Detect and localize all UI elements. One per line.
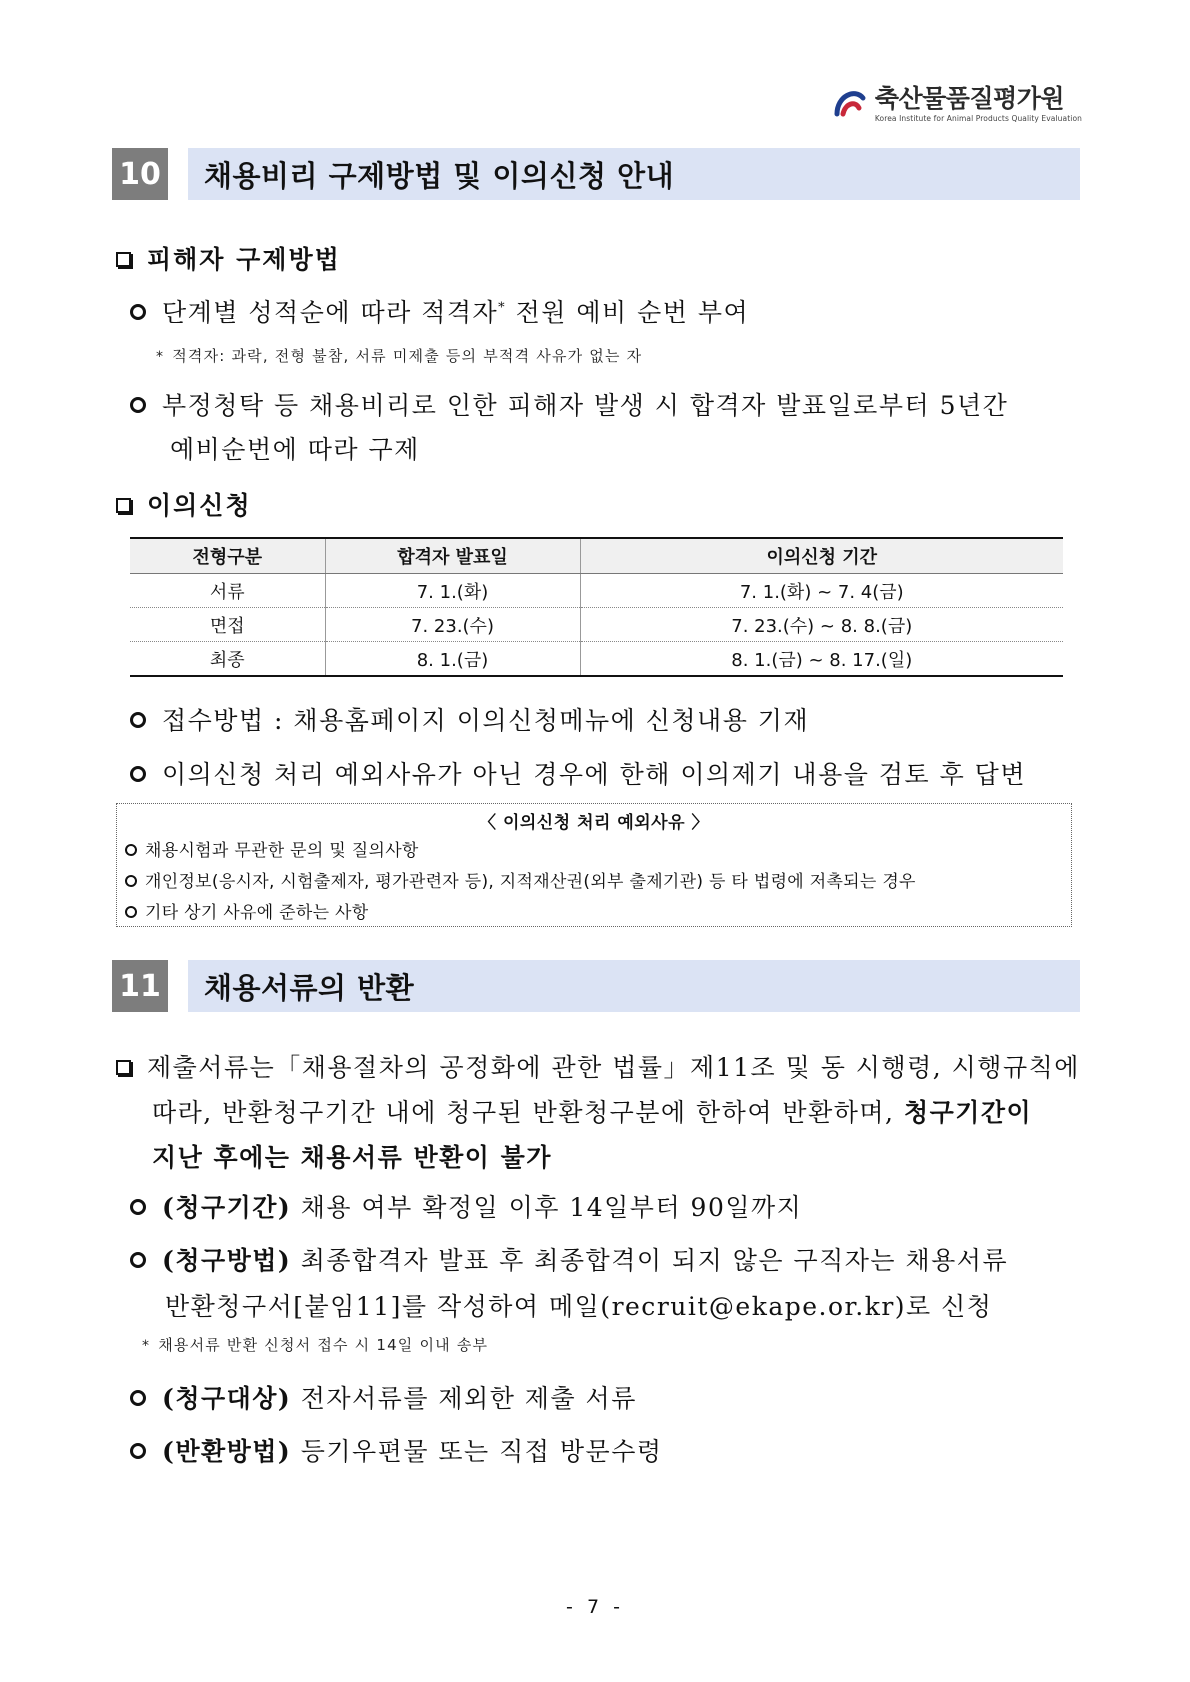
objection-exceptions-box <box>116 803 1072 927</box>
circle-bullet-icon <box>130 397 146 413</box>
table-cell: 7. 1.(화) <box>325 574 580 608</box>
table-cell: 7. 1.(화) ~ 7. 4(금) <box>580 574 1063 608</box>
objection-heading: 이의신청 <box>116 486 252 522</box>
circle-bullet-icon <box>130 712 146 728</box>
table-cell: 최종 <box>130 642 325 677</box>
circle-bullet-icon <box>125 906 137 918</box>
square-bullet-icon <box>116 1060 131 1075</box>
table-cell: 7. 23.(수) <box>325 608 580 642</box>
victim-heading: 피해자 구제방법 <box>116 240 341 276</box>
victim-item-2: 부정청탁 등 채용비리로 인한 피해자 발생 시 합격자 발표일로부터 5년간 <box>130 386 1008 422</box>
section-number: 11 <box>112 960 168 1012</box>
circle-bullet-icon <box>130 1390 146 1406</box>
list-item: 기타 상기 사유에 준하는 사항 <box>125 898 1071 929</box>
asterisk-icon: * <box>142 1338 151 1354</box>
circle-bullet-icon <box>130 766 146 782</box>
circle-bullet-icon <box>125 875 137 887</box>
logo-subtitle: Korea Institute for Animal Products Quality Evaluation <box>874 114 1082 123</box>
square-bullet-icon <box>116 498 131 513</box>
section-number: 10 <box>112 148 168 200</box>
logo-icon <box>833 86 867 120</box>
objection-method: 접수방법 : 채용홈페이지 이의신청메뉴에 신청내용 기재 <box>130 701 809 737</box>
circle-bullet-icon <box>125 844 137 856</box>
table-row <box>130 642 1063 677</box>
victim-item-1: 단계별 성적순에 따라 적격자* 전원 예비 순번 부여 <box>130 293 749 329</box>
table-cell: 면접 <box>130 608 325 642</box>
page-number: - 7 - <box>566 1596 624 1618</box>
table-header: 합격자 발표일 <box>325 538 580 574</box>
table-cell: 7. 23.(수) ~ 8. 8.(금) <box>580 608 1063 642</box>
institute-logo <box>833 84 1082 124</box>
table-row <box>130 574 1063 608</box>
section-10-header <box>112 146 1080 202</box>
victim-item-2-cont: 예비순번에 따라 구제 <box>170 435 420 464</box>
return-intro-bold: 지난 후에는 채용서류 반환이 불가 <box>152 1143 552 1172</box>
circle-bullet-icon <box>130 1199 146 1215</box>
return-target: (청구대상) 전자서류를 제외한 제출 서류 <box>130 1379 637 1415</box>
circle-bullet-icon <box>130 304 146 320</box>
list-item: 채용시험과 무관한 문의 및 질의사항 <box>125 836 1071 867</box>
return-period: (청구기간) 채용 여부 확정일 이후 14일부터 90일까지 <box>130 1188 802 1224</box>
exceptions-title: 〈 이의신청 처리 예외사유 〉 <box>479 813 709 833</box>
logo-name: 축산물품질평가원 <box>874 84 1065 113</box>
asterisk-icon: * <box>156 349 165 365</box>
table-row <box>130 608 1063 642</box>
return-intro: 제출서류는「채용절차의 공정화에 관한 법률」제11조 및 동 시행령, 시행규칙에 <box>116 1048 1080 1084</box>
table-cell: 8. 1.(금) ~ 8. 17.(일) <box>580 642 1063 677</box>
return-method-note: * 채용서류 반환 신청서 접수 시 14일 이내 송부 <box>142 1336 489 1354</box>
circle-bullet-icon <box>130 1252 146 1268</box>
victim-note: * 적격자: 과락, 전형 불참, 서류 미제출 등의 부적격 사유가 없는 자 <box>156 347 643 365</box>
objection-process: 이의신청 처리 예외사유가 아닌 경우에 한해 이의제기 내용을 검토 후 답변 <box>130 755 1026 791</box>
table-cell: 8. 1.(금) <box>325 642 580 677</box>
section-11-header <box>112 958 1080 1014</box>
objection-schedule-table <box>130 537 1063 677</box>
square-bullet-icon <box>116 252 131 267</box>
return-intro-cont: 따라, 반환청구기간 내에 청구된 반환청구분에 한하여 반환하며, 청구기간이 <box>152 1098 1033 1127</box>
section-title: 채용비리 구제방법 및 이의신청 안내 <box>188 148 1080 200</box>
table-header: 이의신청 기간 <box>580 538 1063 574</box>
table-cell: 서류 <box>130 574 325 608</box>
circle-bullet-icon <box>130 1443 146 1459</box>
section-title: 채용서류의 반환 <box>188 960 1080 1012</box>
list-item: 개인정보(응시자, 시험출제자, 평가관련자 등), 지적재산권(외부 출제기관) 등 타 법령에 저촉되는 경우 <box>125 867 1071 898</box>
return-delivery: (반환방법) 등기우편물 또는 직접 방문수령 <box>130 1432 663 1468</box>
return-method-cont: 반환청구서[붙임11]를 작성하여 메일(recruit@ekape.or.kr)로 신청 <box>165 1292 993 1321</box>
table-header: 전형구분 <box>130 538 325 574</box>
return-method: (청구방법) 최종합격자 발표 후 최종합격이 되지 않은 구직자는 채용서류 <box>130 1241 1008 1277</box>
